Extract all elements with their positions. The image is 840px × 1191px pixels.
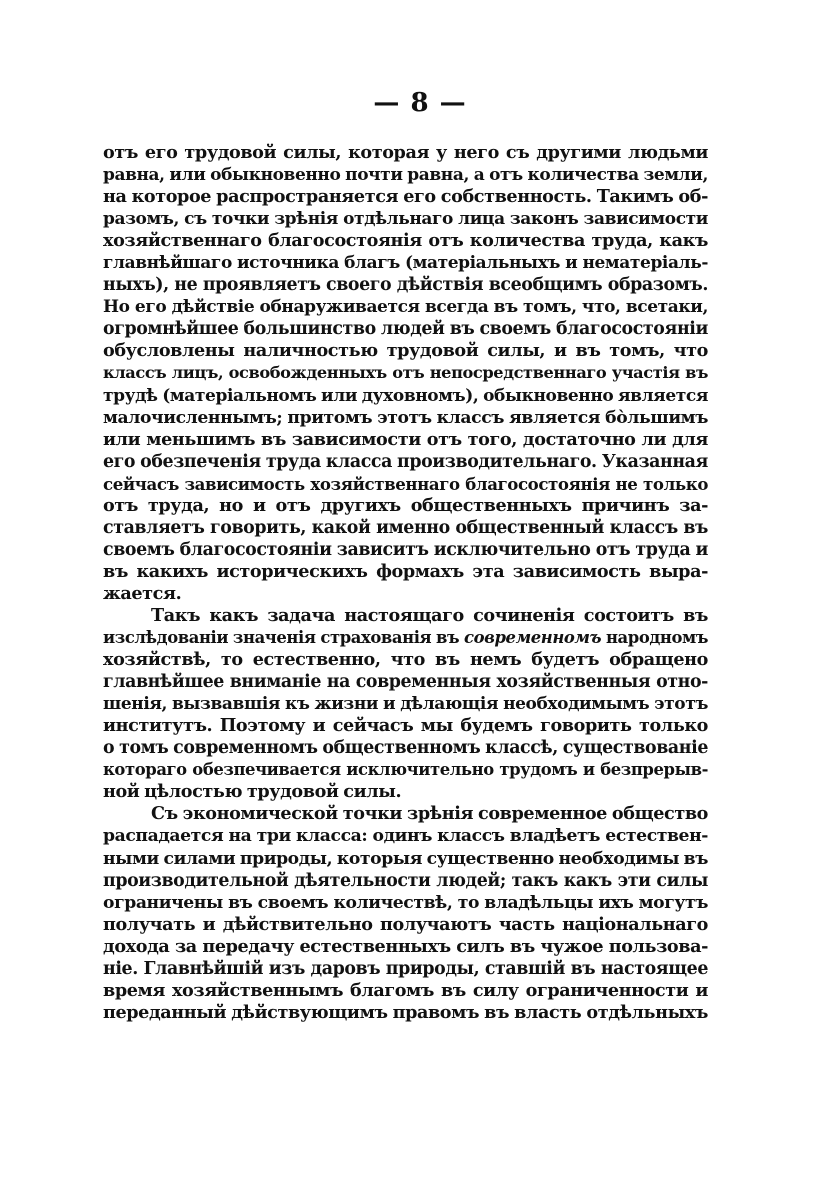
text-line: трудѣ (матеріальномъ или духовномъ), обыкновенно является (103, 385, 708, 406)
text-line: ными силами природы, которыя существенно необходимы въ (103, 848, 708, 869)
text-line: дохода за передачу естественныхъ силъ въ чужое пользова- (103, 935, 708, 957)
text-line: ніе. Главнѣйшій изъ даровъ природы, ставшій въ настоящее (103, 958, 708, 979)
text-line: сейчасъ зависимость хозяйственнаго благосостоянія не только (103, 473, 708, 494)
text-line: время хозяйственнымъ благомъ въ силу ограниченности и (103, 979, 708, 1001)
paragraph-2 (103, 605, 708, 803)
text-line: ной цѣлостью трудовой силы. (103, 781, 402, 803)
text-line: о томъ современномъ общественномъ классѣ, существованіе (103, 738, 708, 759)
body-text (103, 142, 708, 1024)
text-line: ныхъ), не проявляетъ своего дѣйствія всеобщимъ образомъ. (103, 275, 708, 296)
text-line: распадается на три класса: одинъ классъ владѣетъ естествен- (103, 826, 708, 847)
text-segment: изслѣдованіи значенія страхованія въ (103, 628, 460, 648)
text-line: обусловлены наличностью трудовой силы, и въ томъ, что (103, 340, 708, 362)
text-line: или меньшимъ въ зависимости отъ того, достаточно ли для (103, 428, 708, 450)
text-line: классъ лицъ, освобожденныхъ отъ непосредственнаго участія въ (103, 363, 708, 383)
italic-emphasis: современномъ (464, 628, 602, 648)
text-line: Съ экономической точки зрѣнія современное общество (151, 803, 708, 825)
text-line: хозяйствѣ, то естественно, что въ немъ будетъ обращено (103, 649, 708, 671)
text-line: главнѣйшаго источника благъ (матеріальныхъ и нематеріаль- (103, 253, 708, 274)
text-line: отъ труда, но и отъ другихъ общественныхъ причинъ за- (103, 494, 708, 516)
text-line: своемъ благосостояніи зависитъ исключительно отъ труда и (103, 539, 708, 560)
text-line: котораго обезпечивается исключительно трудомъ и безпрерыв- (103, 760, 708, 780)
text-line: переданный дѣйствующимъ правомъ въ власть отдѣльныхъ (103, 1001, 708, 1023)
text-line: на которое распространяется его собственность. Такимъ об- (103, 186, 708, 208)
text-line: шенія, вызвавшія къ жизни и дѣлающія необходимымъ этотъ (103, 694, 708, 715)
paragraph-1 (103, 142, 708, 605)
text-segment: народномъ (605, 628, 709, 648)
text-line: ограничены въ своемъ количествѣ, то владѣльцы ихъ могутъ (103, 892, 708, 913)
text-line-with-italic (103, 627, 708, 649)
text-line: Но его дѣйствіе обнаруживается всегда въ томъ, что, всетаки, (103, 297, 708, 318)
paragraph-3 (103, 803, 708, 1023)
text-line: институтъ. Поэтому и сейчасъ мы будемъ говорить только (103, 715, 708, 737)
text-line: главнѣйшее вниманіе на современныя хозяйственныя отно- (103, 672, 708, 693)
text-line: его обезпеченія труда класса производительнаго. Указанная (103, 451, 708, 472)
text-line: ставляетъ говорить, какой именно общественный классъ въ (103, 517, 708, 538)
text-line: равна, или обыкновенно почти равна, а отъ количества земли, (103, 165, 708, 186)
text-line: отъ его трудовой силы, которая у него съ другими людьми (103, 142, 708, 163)
text-line: Такъ какъ задача настоящаго сочиненія состоитъ въ (151, 604, 708, 626)
text-line: разомъ, съ точки зрѣнія отдѣльнаго лица законъ зависимости (103, 209, 708, 230)
text-line: хозяйственнаго благосостоянія отъ количества труда, какъ (103, 230, 708, 252)
text-line: производительной дѣятельности людей; такъ какъ эти силы (103, 870, 708, 891)
text-line: въ какихъ историческихъ формахъ эта зависимость выра- (103, 560, 708, 582)
page-number: — 8 — (373, 88, 467, 118)
text-line: получать и дѣйствительно получаютъ часть національнаго (103, 913, 708, 935)
text-line: жается. (103, 582, 182, 604)
text-line: огромнѣйшее большинство людей въ своемъ благосостояніи (103, 319, 708, 340)
text-line: малочисленнымъ; притомъ этотъ классъ является бо̀льшимъ (103, 407, 708, 428)
